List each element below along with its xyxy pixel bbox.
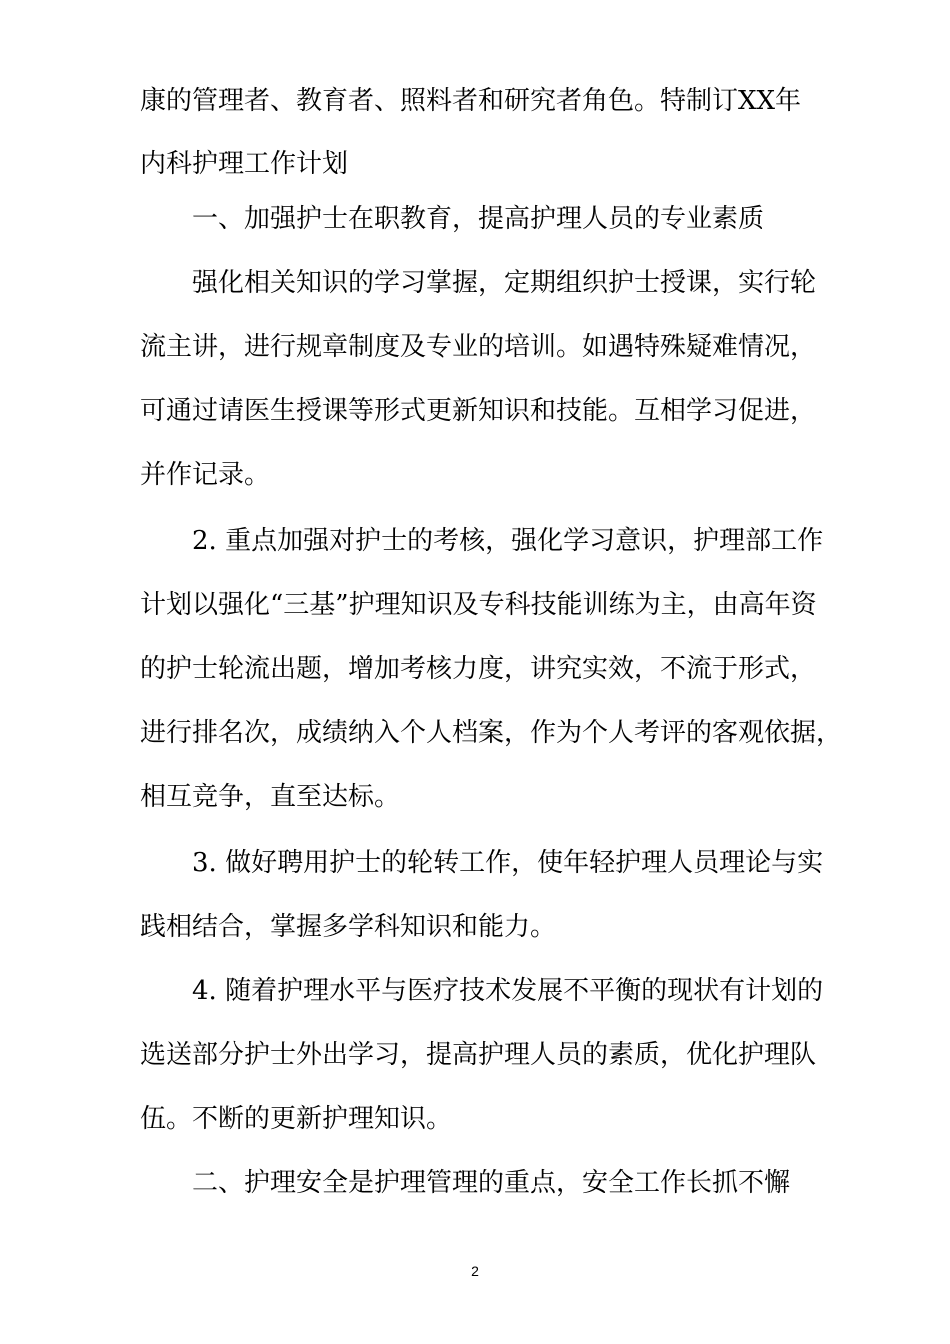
- text-line: 的护士轮流出题，增加考核力度，讲究实效，不流于形式，: [140, 654, 817, 684]
- text-line: 2. 重点加强对护士的考核，强化学习意识，护理部工作: [192, 526, 824, 556]
- text-line: 流主讲，进行规章制度及专业的培训。如遇特殊疑难情况，: [140, 332, 817, 362]
- page-number: 2: [471, 1263, 479, 1279]
- text-line: 选送部分护士外出学习，提高护理人员的素质，优化护理队: [140, 1040, 817, 1070]
- text-line: 践相结合，掌握多学科知识和能力。: [140, 912, 557, 942]
- text-line: 进行排名次，成绩纳入个人档案，作为个人考评的客观依据，: [140, 718, 843, 748]
- text-line: 并作记录。: [140, 460, 271, 490]
- text-line: 可通过请医生授课等形式更新知识和技能。互相学习促进，: [140, 396, 817, 426]
- text-line: 相互竞争，直至达标。: [140, 782, 401, 812]
- section-heading: 一、加强护士在职教育，提高护理人员的专业素质: [192, 204, 765, 234]
- text-line: 伍。不断的更新护理知识。: [140, 1104, 453, 1134]
- section-heading: 二、护理安全是护理管理的重点，安全工作长抓不懈: [192, 1168, 791, 1198]
- text-line: 康的管理者、教育者、照料者和研究者角色。特制订XX年: [140, 86, 802, 116]
- text-line: 4. 随着护理水平与医疗技术发展不平衡的现状有计划的: [192, 976, 824, 1006]
- text-line: 内科护理工作计划: [140, 149, 349, 179]
- text-line: 强化相关知识的学习掌握，定期组织护士授课，实行轮: [192, 268, 817, 298]
- text-line: 计划以强化“三基”护理知识及专科技能训练为主，由高年资: [140, 590, 817, 620]
- text-line: 3. 做好聘用护士的轮转工作，使年轻护理人员理论与实: [192, 848, 824, 878]
